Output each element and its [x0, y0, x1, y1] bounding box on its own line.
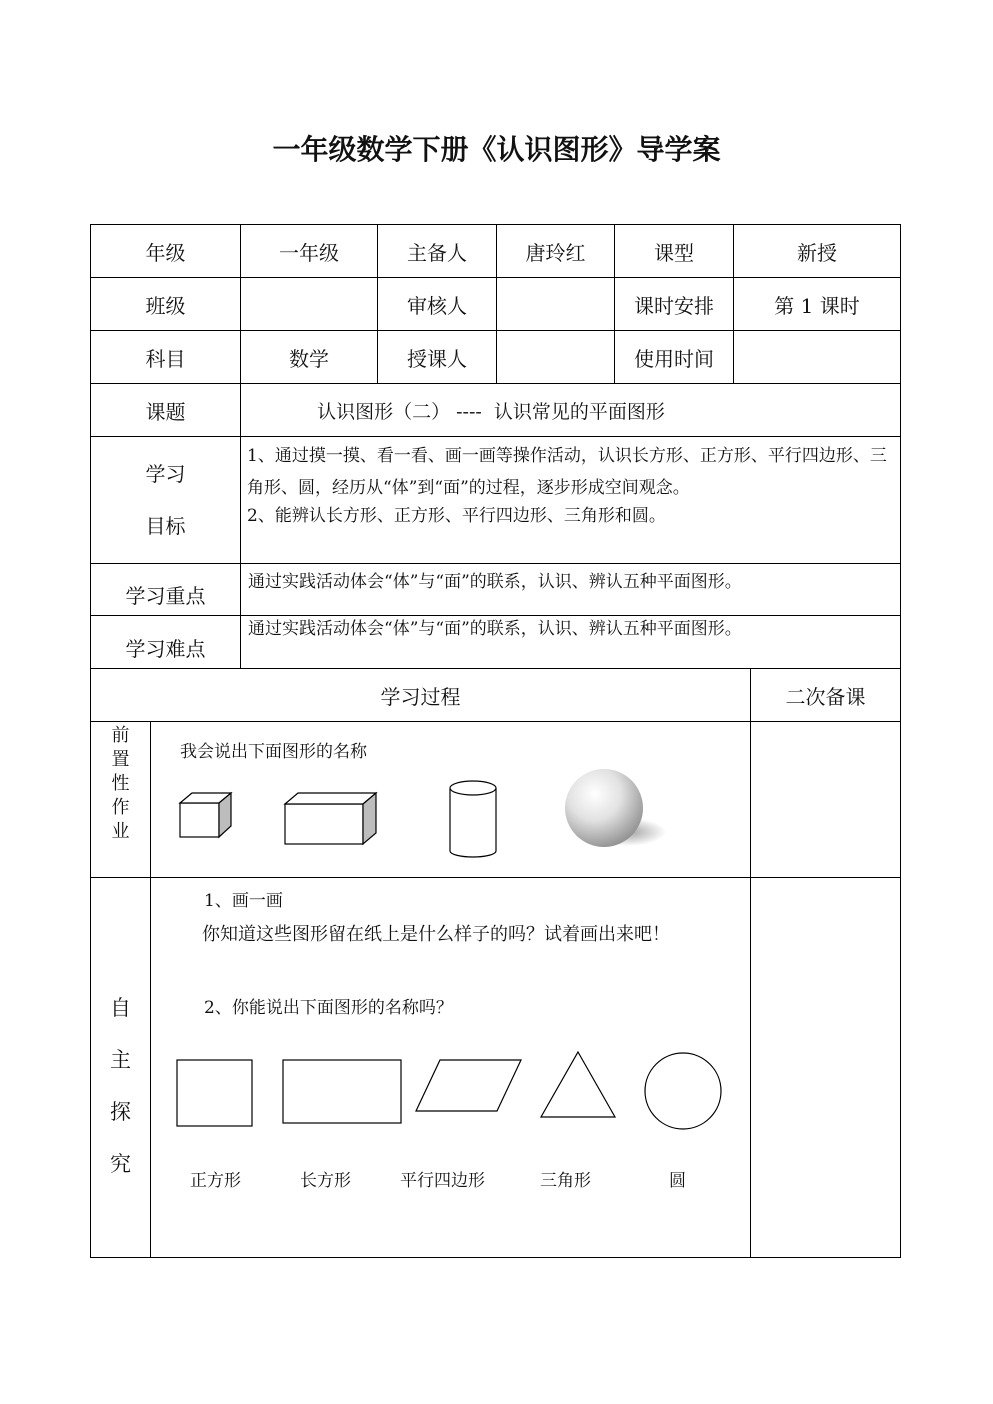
difficulty-value: 通过实践活动体会“体”与“面”的联系，认识、辨认五种平面图形。 [248, 619, 742, 639]
page-title: 一年级数学下册《认识图形》导学案 [272, 133, 721, 166]
goals-label-line1: 学习 [145, 462, 186, 486]
goals-label-line2: 目标 [145, 514, 186, 538]
lead-preparer-value: 唐玲红 [525, 240, 586, 265]
teacher-label: 授课人 [407, 346, 467, 371]
usage-time-label: 使用时间 [634, 346, 714, 371]
item1-text: 你知道这些图形留在纸上是什么样子的吗？试着画出来吧！ [202, 924, 670, 945]
triangle-shape [541, 1052, 615, 1117]
shape-name-rectangle: 长方形 [300, 1171, 351, 1191]
pre-homework-char: 置 [111, 749, 130, 770]
lesson-type-label: 课型 [654, 240, 694, 265]
periods-value: 第 1 课时 [774, 293, 860, 318]
shape-name-square: 正方形 [190, 1171, 241, 1191]
subject-value: 数学 [289, 346, 329, 371]
self-explore-char: 自 [110, 996, 131, 1020]
key-point-value: 通过实践活动体会“体”与“面”的联系，认识、辨认五种平面图形。 [248, 572, 742, 592]
item1-heading: 1、画一画 [204, 891, 283, 911]
topic-value: 认识图形（二） ---- 认识常见的平面图形 [317, 400, 665, 423]
square-shape [177, 1060, 252, 1126]
shape-name-triangle: 三角形 [540, 1171, 591, 1191]
pre-homework-prompt: 我会说出下面图形的名称 [180, 742, 367, 762]
reviewer-label: 审核人 [407, 293, 467, 318]
pre-homework-char: 业 [111, 821, 130, 842]
parallelogram-shape [416, 1060, 521, 1111]
self-explore-char: 探 [110, 1100, 131, 1124]
lesson-type-value: 新授 [797, 240, 837, 265]
self-explore-char: 究 [110, 1152, 131, 1176]
key-point-label: 学习重点 [125, 584, 206, 608]
shape-name-parallelogram: 平行四边形 [400, 1171, 485, 1191]
difficulty-label: 学习难点 [125, 636, 206, 661]
item2-heading: 2、你能说出下面图形的名称吗？ [204, 998, 453, 1018]
lead-preparer-label: 主备人 [407, 240, 467, 265]
pre-homework-char: 性 [111, 773, 130, 794]
grade-label: 年级 [145, 240, 186, 265]
second-prep-header: 二次备课 [785, 684, 866, 709]
circle-shape [645, 1053, 721, 1129]
pre-homework-char: 作 [111, 797, 130, 818]
subject-label: 科目 [145, 346, 186, 371]
process-header: 学习过程 [380, 684, 461, 709]
class-label: 班级 [145, 293, 186, 318]
grade-value: 一年级 [279, 240, 339, 265]
topic-label: 课题 [145, 399, 186, 424]
periods-label: 课时安排 [634, 293, 714, 318]
pre-homework-char: 前 [111, 725, 130, 746]
rectangle-shape [283, 1060, 401, 1123]
shape-name-circle: 圆 [669, 1171, 686, 1191]
goal-2: 2、能辨认长方形、正方形、平行四边形、三角形和圆。 [247, 506, 666, 526]
goal-1: 1、通过摸一摸、看一看、画一画等操作活动，认识长方形、正方形、平行四边形、三角形、圆，经历从“体”到“面”的过程，逐步形成空间观念。 [247, 446, 887, 498]
self-explore-char: 主 [110, 1048, 131, 1072]
